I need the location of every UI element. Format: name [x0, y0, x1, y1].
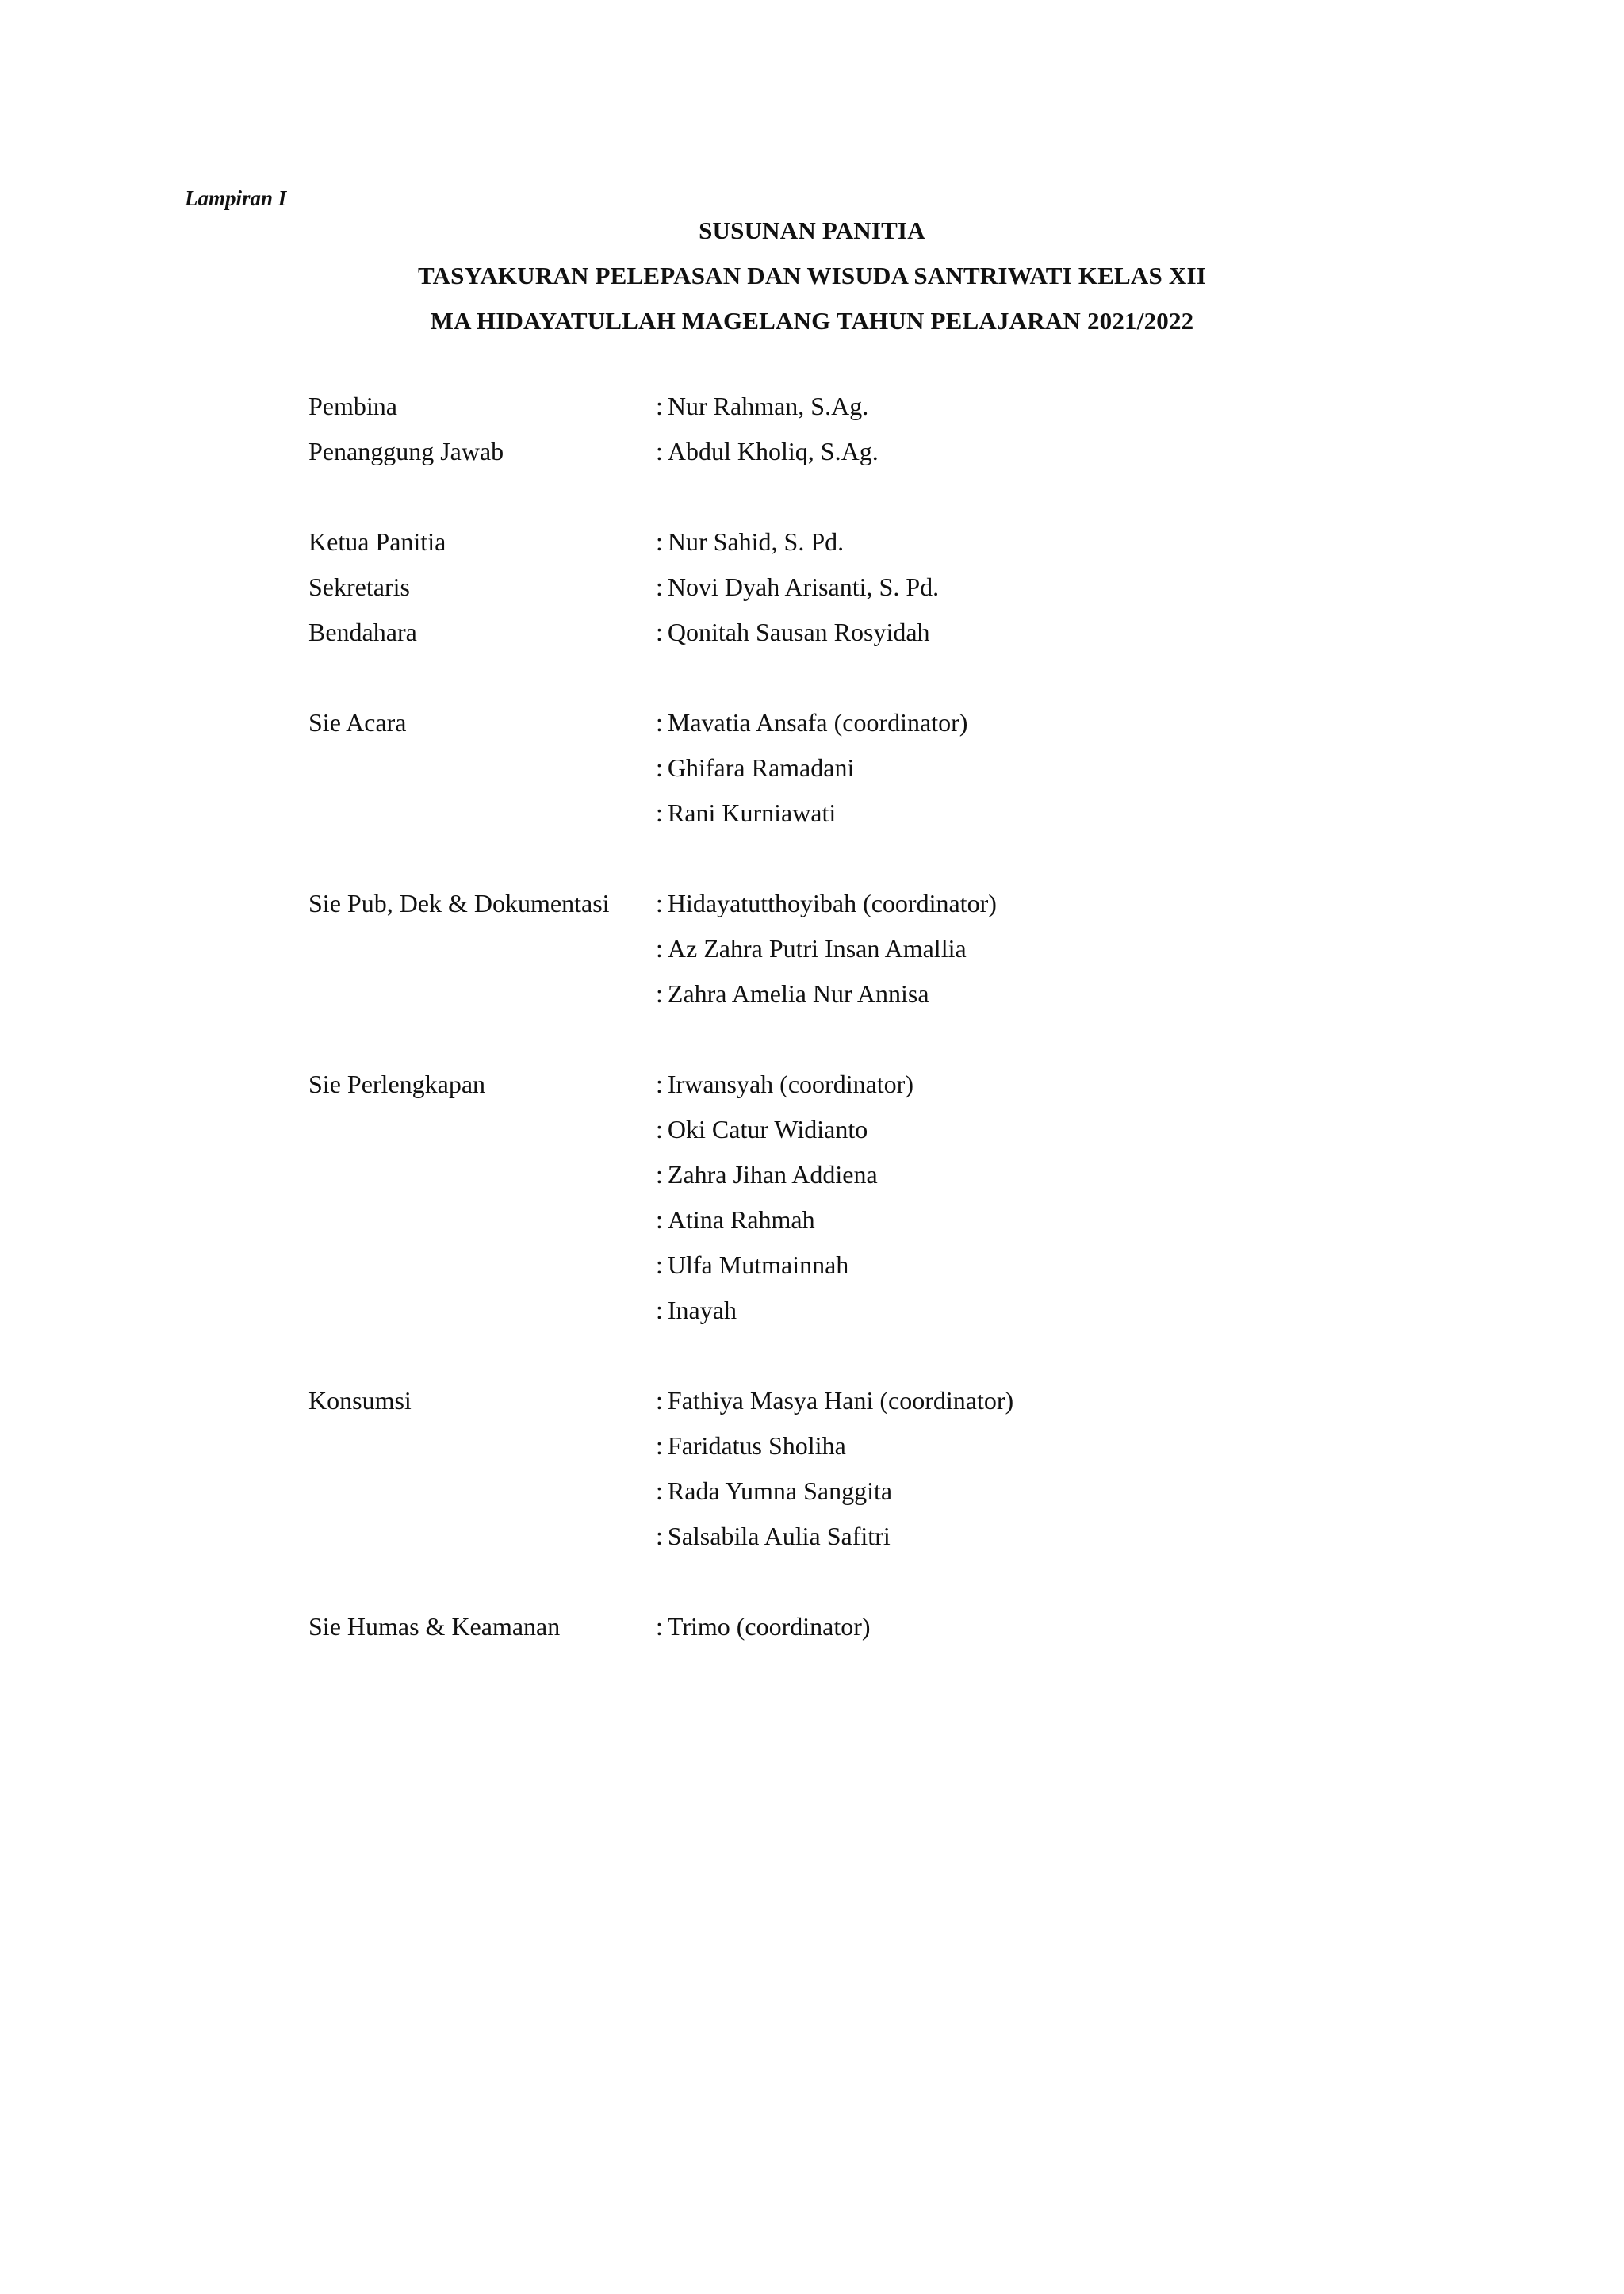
- member-name-cell: [656, 610, 930, 655]
- member-name-cell: [656, 1152, 878, 1197]
- member-name: Atina Rahmah: [667, 1205, 815, 1234]
- member-name-cell: [656, 881, 997, 926]
- committee-row: [308, 926, 1419, 971]
- committee-group: [308, 1062, 1419, 1333]
- member-name: Oki Catur Widianto: [667, 1115, 868, 1143]
- separator-colon: :: [656, 889, 663, 917]
- member-name-cell: [656, 1197, 815, 1243]
- title-line-1: SUSUNAN PANITIA: [699, 216, 925, 244]
- member-name: Rani Kurniawati: [667, 798, 837, 827]
- committee-row: [308, 1152, 1419, 1197]
- member-name-cell: [656, 971, 929, 1017]
- committee-row: [308, 610, 1419, 655]
- separator-colon: :: [656, 1386, 663, 1415]
- role-label: Pembina: [308, 392, 397, 420]
- separator-colon: :: [656, 527, 663, 556]
- member-name-cell: [656, 1062, 914, 1107]
- separator-colon: :: [656, 798, 663, 827]
- member-name: Nur Sahid, S. Pd.: [667, 527, 845, 556]
- separator-colon: :: [656, 1160, 663, 1189]
- document-title: [0, 208, 1624, 343]
- member-name: Trimo (coordinator): [667, 1612, 871, 1641]
- committee-row: [308, 1423, 1419, 1469]
- member-name-cell: [656, 1423, 846, 1469]
- member-name-cell: [656, 1514, 891, 1559]
- committee-group: [308, 1604, 1419, 1649]
- member-name-cell: [656, 384, 868, 429]
- committee-row: [308, 1197, 1419, 1243]
- title-line-2: TASYAKURAN PELEPASAN DAN WISUDA SANTRIWATI KELAS XII: [418, 262, 1206, 289]
- separator-colon: :: [656, 1250, 663, 1279]
- member-name: Abdul Kholiq, S.Ag.: [667, 437, 879, 465]
- committee-row: [308, 1243, 1419, 1288]
- committee-row: [308, 384, 1419, 429]
- title-line-3: MA HIDAYATULLAH MAGELANG TAHUN PELAJARAN 2021/2022: [430, 307, 1194, 335]
- committee-row: [308, 745, 1419, 791]
- committee-row: [308, 700, 1419, 745]
- committee-group: [308, 519, 1419, 655]
- committee-row: [308, 1107, 1419, 1152]
- separator-colon: :: [656, 1612, 663, 1641]
- member-name: Irwansyah (coordinator): [667, 1070, 914, 1098]
- separator-colon: :: [656, 1070, 663, 1098]
- member-name: Ulfa Mutmainnah: [667, 1250, 849, 1279]
- separator-colon: :: [656, 1205, 663, 1234]
- member-name-cell: [656, 1604, 871, 1649]
- member-name: Inayah: [667, 1296, 737, 1324]
- member-name: Az Zahra Putri Insan Amallia: [667, 934, 967, 963]
- member-name-cell: [656, 791, 836, 836]
- committee-row: [308, 429, 1419, 474]
- committee-roster: [308, 384, 1419, 1649]
- role-label: Penanggung Jawab: [308, 437, 504, 465]
- separator-colon: :: [656, 934, 663, 963]
- member-name: Novi Dyah Arisanti, S. Pd.: [667, 573, 940, 601]
- member-name-cell: [656, 565, 939, 610]
- role-label: Sie Acara: [308, 708, 407, 737]
- role-label: Sie Perlengkapan: [308, 1070, 486, 1098]
- separator-colon: :: [656, 708, 663, 737]
- member-name: Zahra Amelia Nur Annisa: [667, 979, 929, 1008]
- member-name: Qonitah Sausan Rosyidah: [667, 618, 930, 646]
- separator-colon: :: [656, 573, 663, 601]
- member-name-cell: [656, 926, 967, 971]
- committee-row: [308, 1604, 1419, 1649]
- member-name: Salsabila Aulia Safitri: [667, 1522, 891, 1550]
- member-name: Zahra Jihan Addiena: [667, 1160, 878, 1189]
- separator-colon: :: [656, 979, 663, 1008]
- member-name: Faridatus Sholiha: [667, 1431, 846, 1460]
- separator-colon: :: [656, 1522, 663, 1550]
- separator-colon: :: [656, 618, 663, 646]
- member-name: Hidayatutthoyibah (coordinator): [667, 889, 997, 917]
- separator-colon: :: [656, 1296, 663, 1324]
- member-name-cell: [656, 1288, 737, 1333]
- attachment-label: Lampiran I: [185, 186, 287, 210]
- member-name: Nur Rahman, S.Ag.: [667, 392, 869, 420]
- member-name: Mavatia Ansafa (coordinator): [667, 708, 968, 737]
- committee-row: [308, 519, 1419, 565]
- committee-row: [308, 881, 1419, 926]
- separator-colon: :: [656, 1476, 663, 1505]
- committee-group: [308, 1378, 1419, 1559]
- committee-row: [308, 1469, 1419, 1514]
- committee-group: [308, 700, 1419, 836]
- member-name-cell: [656, 519, 844, 565]
- role-label: Sie Humas & Keamanan: [308, 1612, 561, 1641]
- role-label: Sekretaris: [308, 573, 410, 601]
- role-label: Bendahara: [308, 618, 417, 646]
- committee-row: [308, 1288, 1419, 1333]
- separator-colon: :: [656, 1115, 663, 1143]
- committee-row: [308, 1378, 1419, 1423]
- member-name-cell: [656, 700, 967, 745]
- role-label: Ketua Panitia: [308, 527, 446, 556]
- committee-row: [308, 565, 1419, 610]
- separator-colon: :: [656, 753, 663, 782]
- member-name-cell: [656, 1107, 868, 1152]
- committee-row: [308, 1514, 1419, 1559]
- member-name-cell: [656, 1469, 892, 1514]
- role-label: Konsumsi: [308, 1386, 412, 1415]
- separator-colon: :: [656, 1431, 663, 1460]
- member-name: Rada Yumna Sanggita: [667, 1476, 893, 1505]
- member-name-cell: [656, 429, 879, 474]
- committee-row: [308, 1062, 1419, 1107]
- role-label: Sie Pub, Dek & Dokumentasi: [308, 889, 610, 917]
- committee-row: [308, 971, 1419, 1017]
- separator-colon: :: [656, 437, 663, 465]
- member-name-cell: [656, 1243, 848, 1288]
- committee-row: [308, 791, 1419, 836]
- committee-group: [308, 881, 1419, 1017]
- member-name: Fathiya Masya Hani (coordinator): [667, 1386, 1014, 1415]
- member-name-cell: [656, 745, 854, 791]
- member-name-cell: [656, 1378, 1013, 1423]
- committee-group: [308, 384, 1419, 474]
- member-name: Ghifara Ramadani: [667, 753, 855, 782]
- separator-colon: :: [656, 392, 663, 420]
